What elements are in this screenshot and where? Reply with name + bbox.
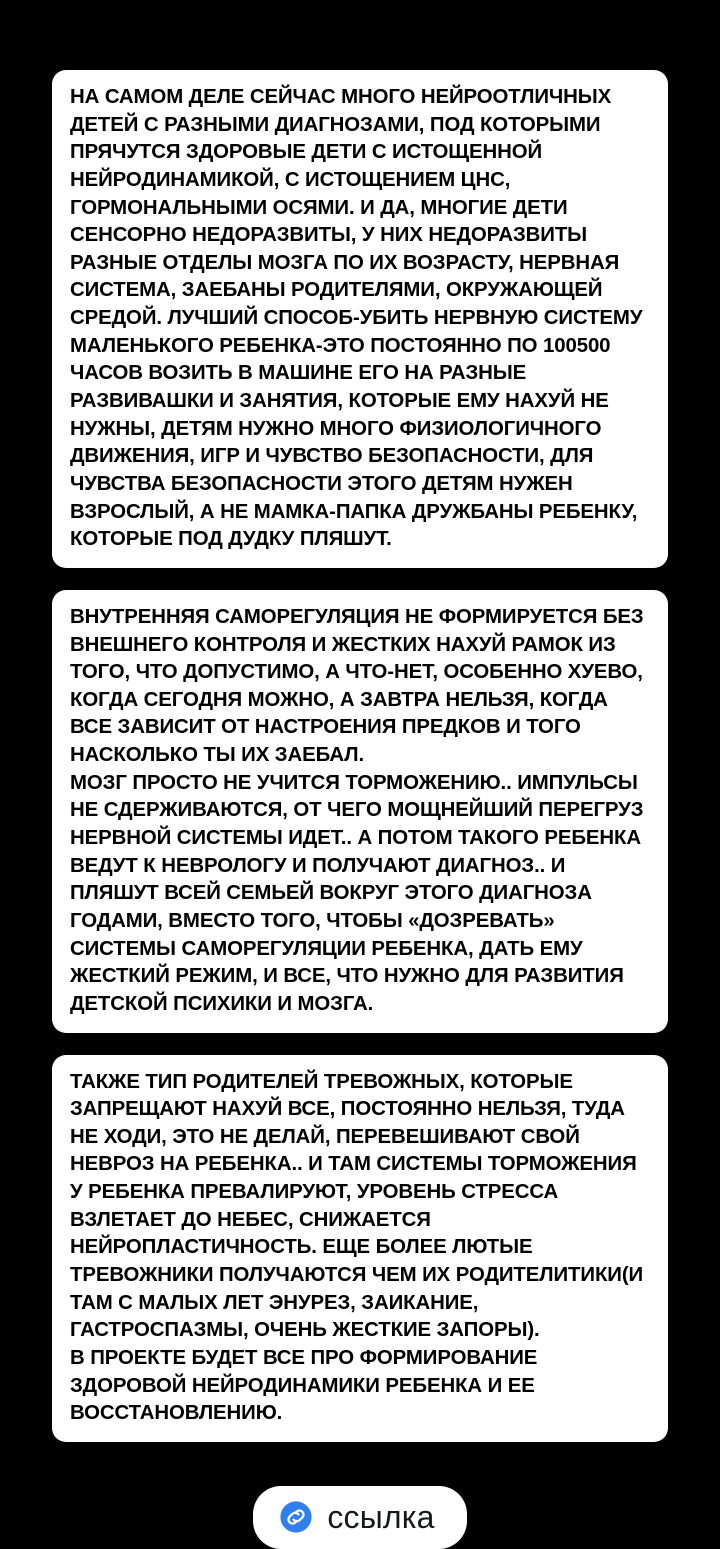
paragraph: В ПРОЕКТЕ БУДЕТ ВСЕ ПРО ФОРМИРОВАНИЕ ЗДОРОВОЙ НЕЙРОДИНАМИКИ РЕБЕНКА И ЕЕ ВОССТАНОВЛЕНИЮ. [70,1346,538,1425]
link-sticker[interactable] [253,1486,466,1549]
story-text-block-2 [52,590,668,1033]
paragraph: ТАКЖЕ ТИП РОДИТЕЛЕЙ ТРЕВОЖНЫХ, КОТОРЫЕ ЗАПРЕЩАЮТ НАХУЙ ВСЕ, ПОСТОЯННО НЕЛЬЗЯ, ТУДА НЕ ХОДИ, ЭТО НЕ ДЕЛАЙ, ПЕРЕВЕШИВАЮТ СВОЙ НЕВРОЗ НА РЕБЕНКА.. И ТАМ СИСТЕМЫ ТОРМОЖЕНИЯ У РЕБЕНКА ПРЕВАЛИРУЮТ, УРОВЕНЬ СТРЕССА ВЗЛЕТАЕТ ДО НЕБЕС, СНИЖАЕТСЯ НЕЙРОПЛАСТИЧНОСТЬ. ЕЩЕ БОЛЕЕ ЛЮТЫЕ ТРЕВОЖНИКИ ПОЛУЧАЮТСЯ ЧЕМ ИХ РОДИТЕЛИТИКИ(И ТАМ С МАЛЫХ ЛЕТ ЭНУРЕЗ, ЗАИКАНИЕ, ГАСТРОСПАЗМЫ, ОЧЕНЬ ЖЕСТКИЕ ЗАПОРЫ). [70,1070,644,1342]
link-sticker-row [52,1486,668,1549]
link-icon [279,1500,313,1534]
story-text-block-3 [52,1055,668,1442]
paragraph: ВНУТРЕННЯЯ САМОРЕГУЛЯЦИЯ НЕ ФОРМИРУЕТСЯ БЕЗ ВНЕШНЕГО КОНТРОЛЯ И ЖЕСТКИХ НАХУЙ РАМОК ИЗ ТОГО, ЧТО ДОПУСТИМО, А ЧТО-НЕТ, ОСОБЕННО ХУЕВО, КОГДА СЕГОДНЯ МОЖНО, А ЗАВТРА НЕЛЬЗЯ, КОГДА ВСЕ ЗАВИСИТ ОТ НАСТРОЕНИЯ ПРЕДКОВ И ТОГО НАСКОЛЬКО ТЫ ИХ ЗАЕБАЛ. [70,605,644,767]
paragraph: МОЗГ ПРОСТО НЕ УЧИТСЯ ТОРМОЖЕНИЮ.. ИМПУЛЬСЫ НЕ СДЕРЖИВАЮТСЯ, ОТ ЧЕГО МОЩНЕЙШИЙ ПЕРЕГРУЗ НЕРВНОЙ СИСТЕМЫ ИДЕТ.. А ПОТОМ ТАКОГО РЕБЕНКА ВЕДУТ К НЕВРОЛОГУ И ПОЛУЧАЮТ ДИАГНОЗ.. И ПЛЯШУТ ВСЕЙ СЕМЬЕЙ ВОКРУГ ЭТОГО ДИАГНОЗА ГОДАМИ, ВМЕСТО ТОГО, ЧТОБЫ «ДОЗРЕВАТЬ» СИСТЕМЫ САМОРЕГУЛЯЦИИ РЕБЕНКА, ДАТЬ ЕМУ ЖЕСТКИЙ РЕЖИМ, И ВСЕ, ЧТО НУЖНО ДЛЯ РАЗВИТИЯ ДЕТСКОЙ ПСИХИКИ И МОЗГА. [70,771,644,1015]
paragraph: НА САМОМ ДЕЛЕ СЕЙЧАС МНОГО НЕЙРООТЛИЧНЫХ ДЕТЕЙ С РАЗНЫМИ ДИАГНОЗАМИ, ПОД КОТОРЫМИ ПРЯЧУТСЯ ЗДОРОВЫЕ ДЕТИ С ИСТОЩЕННОЙ НЕЙРОДИНАМИКОЙ, С ИСТОЩЕНИЕМ ЦНС, ГОРМОНАЛЬНЫМИ ОСЯМИ. И ДА, МНОГИЕ ДЕТИ СЕНСОРНО НЕДОРАЗВИТЫ, У НИХ НЕДОРАЗВИТЫ РАЗНЫЕ ОТДЕЛЫ МОЗГА ПО ИХ ВОЗРАСТУ, НЕРВНАЯ СИСТЕМА, ЗАЕБАНЫ РОДИТЕЛЯМИ, ОКРУЖАЮЩЕЙ СРЕДОЙ. ЛУЧШИЙ СПОСОБ-УБИТЬ НЕРВНУЮ СИСТЕМУ МАЛЕНЬКОГО РЕБЕНКА-ЭТО ПОСТОЯННО ПО 100500 ЧАСОВ ВОЗИТЬ В МАШИНЕ ЕГО НА РАЗНЫЕ РАЗВИВАШКИ И ЗАНЯТИЯ, КОТОРЫЕ ЕМУ НАХУЙ НЕ НУЖНЫ, ДЕТЯМ НУЖНО МНОГО ФИЗИОЛОГИЧНОГО ДВИЖЕНИЯ, ИГР И ЧУВСТВО БЕЗОПАСНОСТИ, ДЛЯ ЧУВСТВА БЕЗОПАСНОСТИ ЭТОГО ДЕТЯМ НУЖЕН ВЗРОСЛЫЙ, А НЕ МАМКА-ПАПКА ДРУЖБАНЫ РЕБЕНКУ, КОТОРЫЕ ПОД ДУДКУ ПЛЯШУТ. [70,86,643,551]
story-text-block-1 [52,70,668,568]
link-sticker-label: ссылка [327,1498,435,1535]
